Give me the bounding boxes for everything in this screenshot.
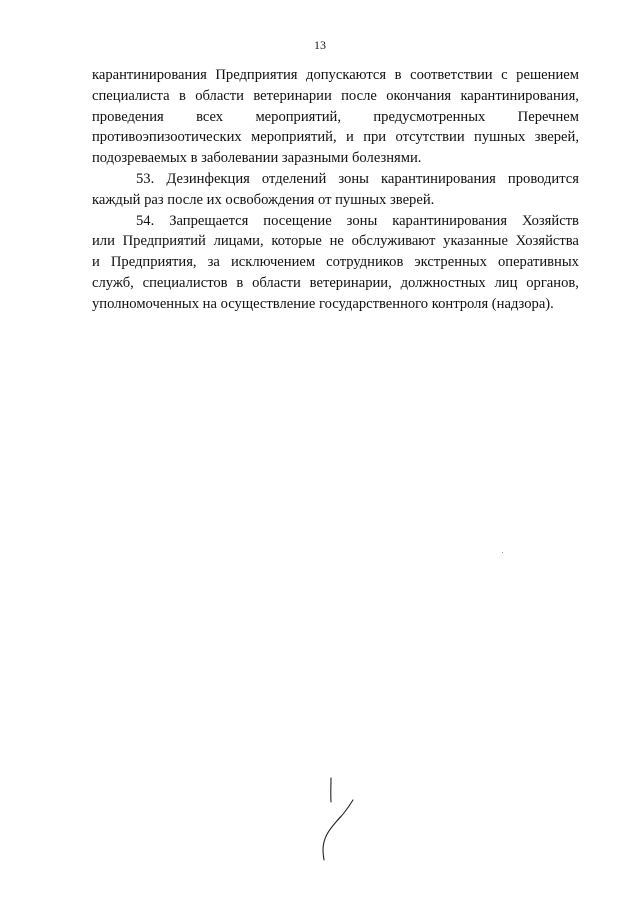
text-line: или Предприятий лицами, которые не обслуживают указанные Хозяйства [92,233,579,250]
paragraph-continuation [92,65,579,169]
text-line: каждый раз после их освобождения от пушных зверей. [92,191,435,208]
text-line: специалиста в области ветеринарии после окончания карантинирования, [92,87,579,104]
paragraph-item-53 [92,169,579,211]
word: мероприятий, [255,108,342,125]
text-line: и Предприятия, за исключением сотрудников экстренных оперативных [92,254,579,271]
text-line: подозреваемых в заболевании заразными болезнями. [92,150,422,167]
signature-icon [315,776,365,862]
text-line-spaced [92,107,579,128]
handwritten-signature [315,776,365,862]
word: всех [196,108,224,125]
word: предусмотренных [373,108,486,125]
text-line: противоэпизоотических мероприятий, и при отсутствии пушных зверей, [92,129,579,146]
text-line: 54. Запрещается посещение зоны карантинирования Хозяйств [136,212,579,229]
text-line: уполномоченных на осуществление государственного контроля (надзора). [92,295,554,312]
word: Перечнем [517,108,579,125]
scan-speck [502,552,503,553]
text-line: 53. Дезинфекция отделений зоны карантинирования проводится [136,170,579,187]
text-line: карантинирования Предприятия допускаются в соответствии с решением [92,67,579,83]
page-number: 13 [314,38,326,52]
word: проведения [92,108,164,125]
paragraph-item-54 [92,211,579,315]
document-body [92,65,579,315]
text-line: служб, специалистов в области ветеринарии, должностных лиц органов, [92,274,579,291]
